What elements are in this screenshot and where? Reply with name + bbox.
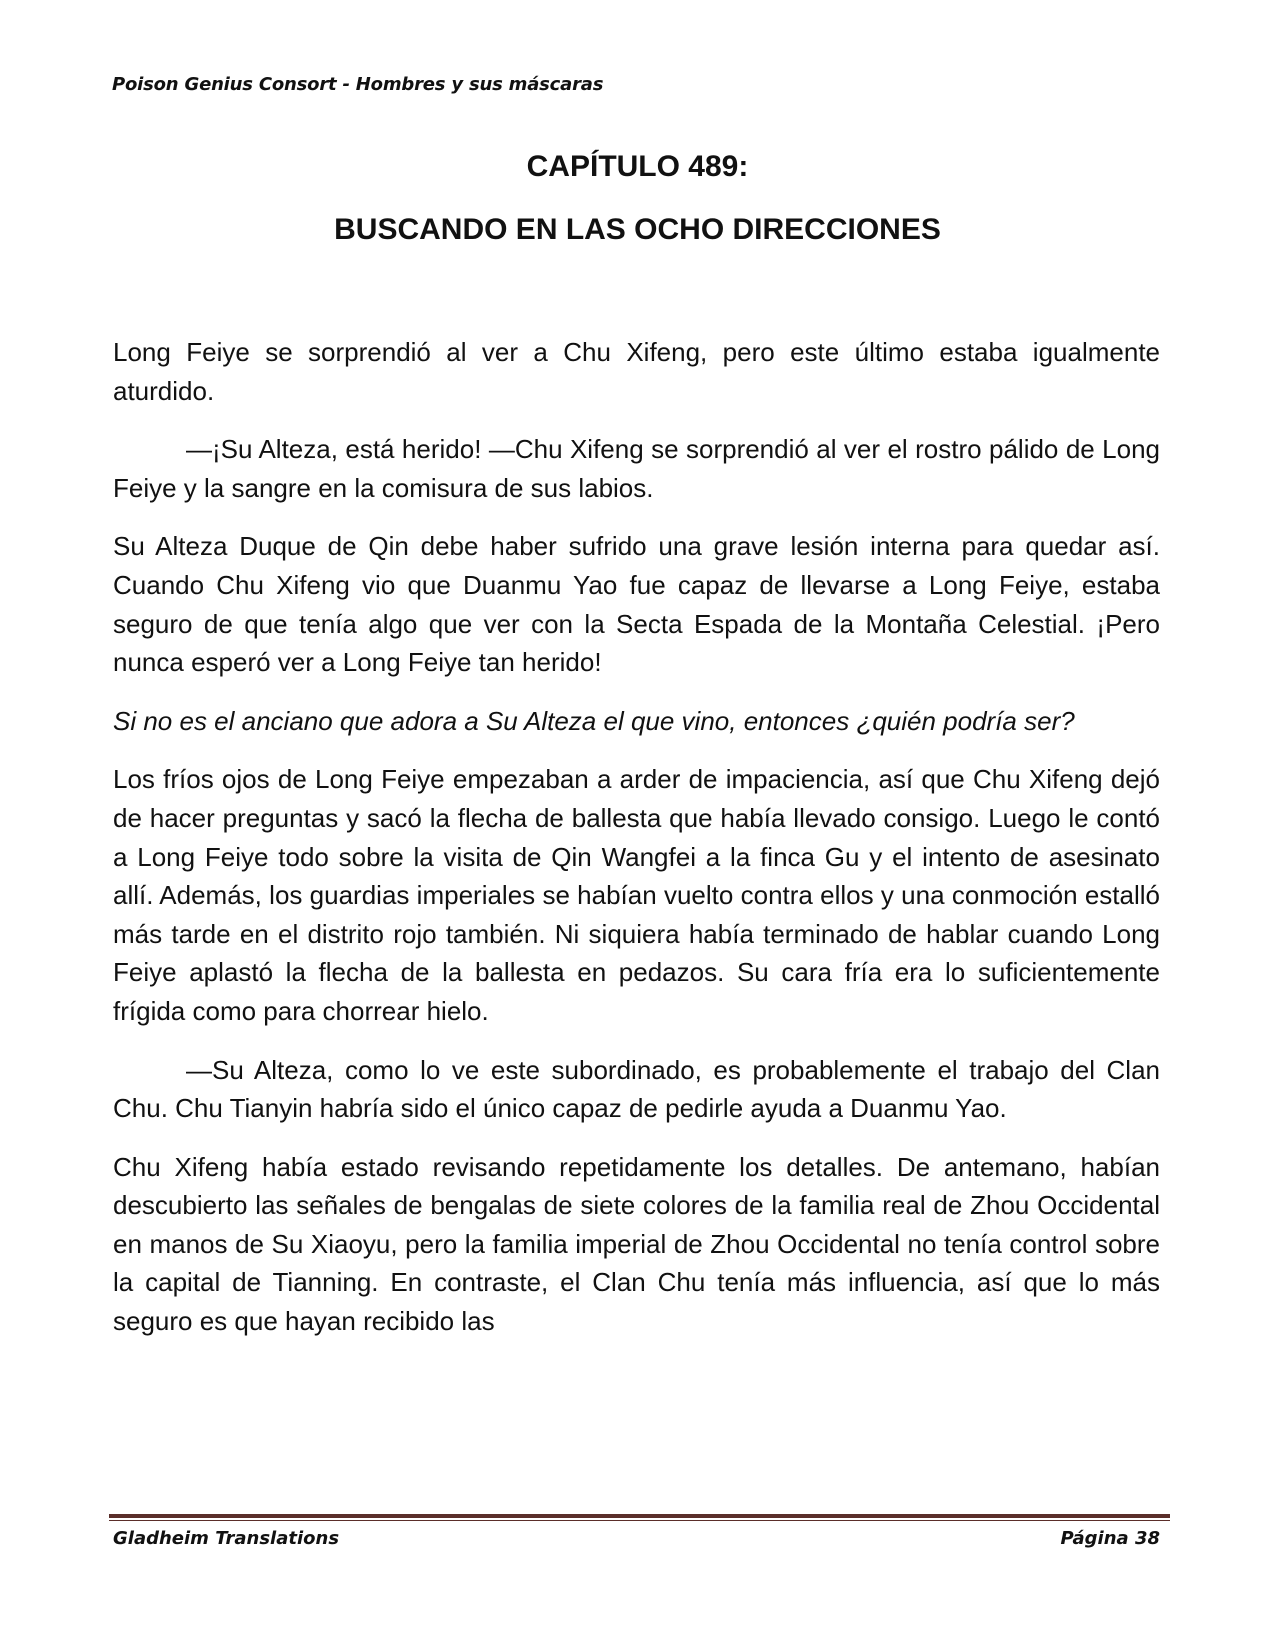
- body-text: [113, 333, 1160, 1361]
- chapter-title: BUSCANDO EN LAS OCHO DIRECCIONES: [334, 213, 941, 246]
- footer-divider-thick: [109, 1514, 1170, 1518]
- footer-publisher: Gladheim Translations: [113, 1528, 340, 1549]
- footer-divider-thin: [109, 1520, 1170, 1521]
- thought-paragraph: Si no es el anciano que adora a Su Alteza el que vino, entonces ¿quién podría ser?: [113, 705, 1075, 736]
- dialogue-paragraph: —¡Su Alteza, está herido! —Chu Xifeng se sorprendió al ver el rostro pálido de Long Feiye y la sangre en la comisura de sus labios.: [113, 434, 1160, 503]
- paragraph: Chu Xifeng había estado revisando repetidamente los detalles. De antemano, habían descubierto las señales de bengalas de siete colores de la familia real de Zhou Occidental en manos de Su Xiaoyu, pero la familia imperial de Zhou Occidental no tenía control sobre la capital de Tianning. En contraste, el Clan Chu tenía más influencia, así que lo más seguro es que hayan recibido las: [113, 1151, 1160, 1337]
- paragraph: Long Feiye se sorprendió al ver a Chu Xifeng, pero este último estaba igualmente aturdido.: [113, 337, 1160, 406]
- dialogue-paragraph: —Su Alteza, como lo ve este subordinado, es probablemente el trabajo del Clan Chu. Chu Tianyin habría sido el único capaz de pedirle ayuda a Duanmu Yao.: [113, 1054, 1160, 1124]
- paragraph: Los fríos ojos de Long Feiye empezaban a arder de impaciencia, así que Chu Xifeng dejó de hacer preguntas y sacó la flecha de ballesta que había llevado consigo. Luego le contó a Long Feiye todo sobre la visita de Qin Wangfei a la finca Gu y el intento de asesinato allí. Además, los guardias imperiales se habían vuelto contra ellos y una conmoción estalló más tarde en el distrito rojo también. Ni siquiera había terminado de hablar cuando Long Feiye aplastó la flecha de la ballesta en pedazos. Su cara fría era lo suficientemente frígida como para chorrear hielo.: [113, 764, 1160, 1026]
- running-header: Poison Genius Consort - Hombres y sus máscaras: [112, 74, 604, 95]
- chapter-number: CAPÍTULO 489:: [526, 150, 749, 183]
- footer-page-number: Página 38: [1060, 1528, 1160, 1549]
- paragraph: Su Alteza Duque de Qin debe haber sufrido una grave lesión interna para quedar así. Cuando Chu Xifeng vio que Duanmu Yao fue capaz de llevarse a Long Feiye, estaba seguro de que tenía algo que ver con la Secta Espada de la Montaña Celestial. ¡Pero nunca esperó ver a Long Feiye tan herido!: [113, 531, 1160, 678]
- footer-divider: [109, 1514, 1170, 1521]
